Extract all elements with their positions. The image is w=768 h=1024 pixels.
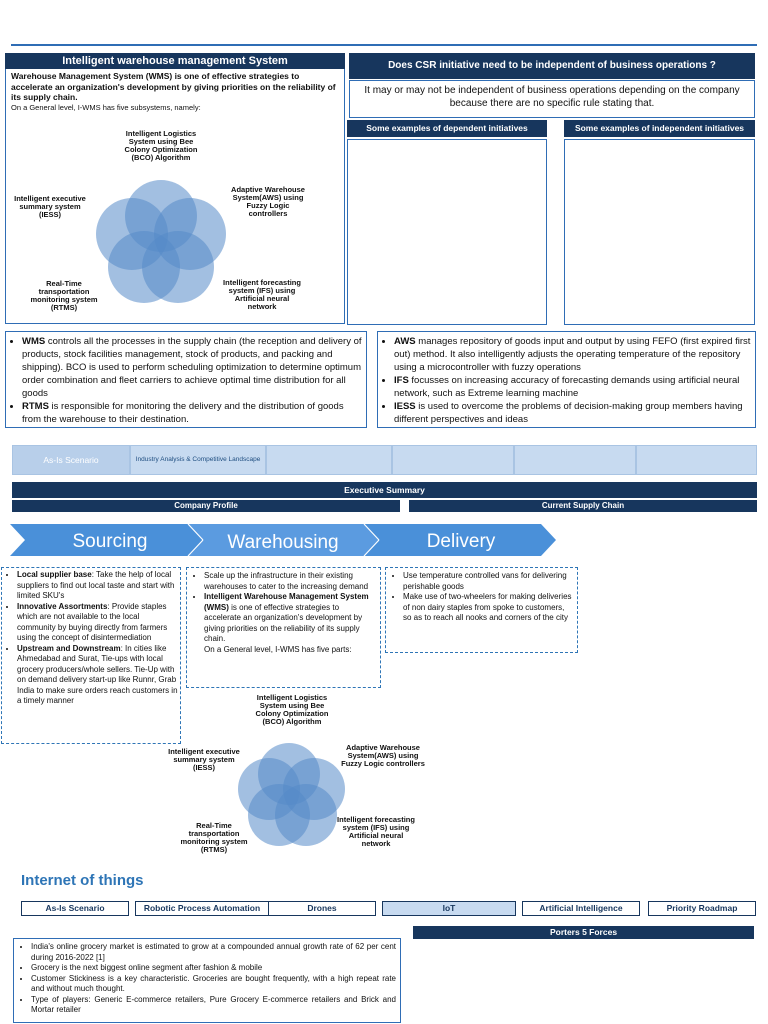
independent-box [564,139,755,325]
aws-bullet-text: is used to overcome the problems of decision-making group members having different perspectives and ideas [394,401,743,425]
sourcing-bullet-text: : In cities like Ahmedabad and Surat, Tie-ups with local grocery producers/whole sellers. Tie-Up with on demand delivery start-up like Runnr, Grab India to make sure orders reach customers in a timely manner [17,643,178,705]
venn-label-bco: Intelligent Logistics System using Bee Colony Optimization (BCO) Algorithm [124,129,198,162]
tab-as-is-scenario[interactable]: As-Is Scenario [12,445,130,475]
company-profile-bar[interactable]: Company Profile [12,500,400,512]
chevron-label-warehousing: Warehousing [227,532,339,553]
wms-intro-small: On a General level, I-WMS has five subsystems, namely: [11,102,201,112]
wms-bullet-list [8,335,362,426]
tab-empty-5[interactable] [514,445,636,475]
csr-answer: It may or may not be independent of business operations depending on the company because there are no specific rule stating that. [364,85,740,109]
tabs-row-1 [12,445,757,475]
venn-label-rtms: Real-Time transportation monitoring system (RTMS) [30,279,98,312]
venn-label-ifs: Intelligent forecasting system (IFS) using Artificial neural network [223,278,301,311]
venn-label-aws: Adaptive Warehouse System(AWS) using Fuzzy Logic controllers [231,185,305,218]
sourcing-bullet [17,570,178,602]
warehousing-box [186,567,381,688]
warehousing-wms-term: Intelligent Warehouse Management System (WMS) [204,592,369,612]
venn-label-iess: Intelligent executive summary system (IESS) [14,194,86,219]
wms-bullet [22,400,362,426]
top-divider [11,44,757,46]
aws-bullets-box [377,331,756,428]
aws-bullet-list [380,335,751,426]
sourcing-bullet-text: : Take the help of local suppliers to find out local taste and start with limited SKU's [17,570,175,600]
wms-bullet-term: WMS [22,336,46,347]
tab-drones[interactable]: Drones [268,901,376,916]
tab-as-is-scenario-2[interactable]: As-Is Scenario [21,901,129,916]
warehousing-bullet-1: • Scale up the infrastructure in their existing warehouses to cater to the increasing demand [204,571,376,592]
dependent-header: Some examples of dependent initiatives [347,120,547,137]
delivery-bullet: • Make use of two-wheelers for making deliveries of non dairy staples from spoke to customers, so as to reach all nooks and corners of the city [403,592,573,624]
warehousing-list [189,571,376,655]
aws-bullet-term: IFS [394,375,409,386]
venn2-label-rtms: Real-Time transportation monitoring system (RTMS) [180,821,248,854]
wms-intro-bold: Warehouse Management System (WMS) is one of effective strategies to accelerate an organization's development by giving priorities on the reliability of its supply chain. [11,71,336,102]
wms-bullet-text: controls all the processes in the supply chain (the reception and delivery of products, stock facilities management, stock of products, and packing and shipping). BCO is used to perform scheduling optimization to determine optimum order combination and fleet carriers to achieve optimal time distribution for all goods [22,336,362,399]
wms-panel-title: Intelligent warehouse management System [5,53,345,69]
venn2-label-iess: Intelligent executive summary system (IESS) [168,747,240,772]
aws-bullet-text: focusses on increasing accuracy of forecasting demands using artificial neural network, such as Extreme learning machine [394,375,740,399]
tab-robotic-process-automation[interactable]: Robotic Process Automation [135,901,269,916]
tab-iot[interactable]: IoT [382,901,516,916]
tab-industry-analysis[interactable]: Industry Analysis & Competitive Landscape [130,445,266,475]
tab-empty-3[interactable] [266,445,392,475]
tab-empty-4[interactable] [392,445,514,475]
chevron-label-delivery: Delivery [426,531,496,552]
aws-bullet-term: IESS [394,401,416,412]
chevron-label-sourcing: Sourcing [72,531,148,552]
aws-bullet [394,335,751,374]
tab-empty-6[interactable] [636,445,757,475]
aws-bullet-text: manages repository of goods input and output by using FEFO (first expired first out) method. It also intelligently adjusts the operating temperature of the repository using a microcontroller with fuzzy operations [394,336,751,373]
venn2-label-aws: Adaptive Warehouse System(AWS) using Fuzzy Logic controllers [341,743,425,768]
sourcing-bullet [17,644,178,707]
wms-bullet-term: RTMS [22,401,49,412]
sourcing-list [2,570,178,707]
venn2-label-bco: Intelligent Logistics System using Bee Colony Optimization (BCO) Algorithm [255,693,329,726]
grocery-list [17,942,396,1016]
sourcing-bullet-term: Innovative Assortments [17,601,108,611]
warehousing-wms-extra: On a General level, I-WMS has five parts: [204,644,352,654]
sourcing-bullet [17,602,178,644]
aws-bullet [394,400,751,426]
dependent-box [347,139,547,325]
wms-bullet [22,335,362,400]
sourcing-box [1,567,181,744]
venn2-circle-iess [238,758,300,820]
tabs-row-2 [21,901,756,916]
current-supply-chain-bar[interactable]: Current Supply Chain [409,500,757,512]
venn-circle-iess [96,198,168,270]
warehousing-wms-text: is one of effective strategies to accelerate an organization's development by giving priorities on the reliability of its supply chain. [204,602,363,643]
executive-summary-bar[interactable]: Executive Summary [12,482,757,498]
grocery-bullet: • India's online grocery market is estimated to grow at a compounded annual growth rate of 62 per cent during 2016-2022 [1] [31,942,396,963]
wms-bullets-box [5,331,367,428]
warehousing-bullet-2 [204,592,376,655]
grocery-bullet: • Grocery is the next biggest online segment after fashion & mobile [31,963,396,974]
aws-bullet [394,374,751,400]
tab-priority-roadmap[interactable]: Priority Roadmap [648,901,756,916]
delivery-box [385,567,578,653]
aws-bullet-term: AWS [394,336,416,347]
wms-intro [11,71,343,113]
wms-bullet-text: is responsible for monitoring the delivery and the distribution of goods from the warehouse to their destination. [22,401,344,425]
csr-title: Does CSR initiative need to be independent of business operations ? [349,53,755,79]
process-chevrons [0,522,768,558]
grocery-market-box [13,938,401,1023]
grocery-bullet: • Customer Stickiness is a key characteristic. Groceries are bought frequently, with a high repeat rate and without much thought. [31,974,396,995]
venn2-label-ifs: Intelligent forecasting system (IFS) using Artificial neural network [337,815,415,848]
delivery-list [388,571,573,624]
delivery-bullet: • Use temperature controlled vans for delivering perishable goods [403,571,573,592]
sourcing-bullet-text: : Provide staples which are not available to the local community by buying directly from farmers using the concept of disintermediation [17,601,168,642]
independent-header: Some examples of independent initiatives [564,120,755,137]
porters-5-forces-bar[interactable]: Porters 5 Forces [413,926,754,939]
sourcing-bullet-term: Local supplier base [17,570,92,579]
sourcing-bullet-term: Upstream and Downstream [17,643,121,653]
iot-heading: Internet of things [21,872,144,889]
grocery-bullet: • Type of players: Generic E-commerce retailers, Pure Grocery E-commerce retailers and Brick and Mortar retailer [31,995,396,1016]
tab-artificial-intelligence[interactable]: Artificial Intelligence [522,901,640,916]
